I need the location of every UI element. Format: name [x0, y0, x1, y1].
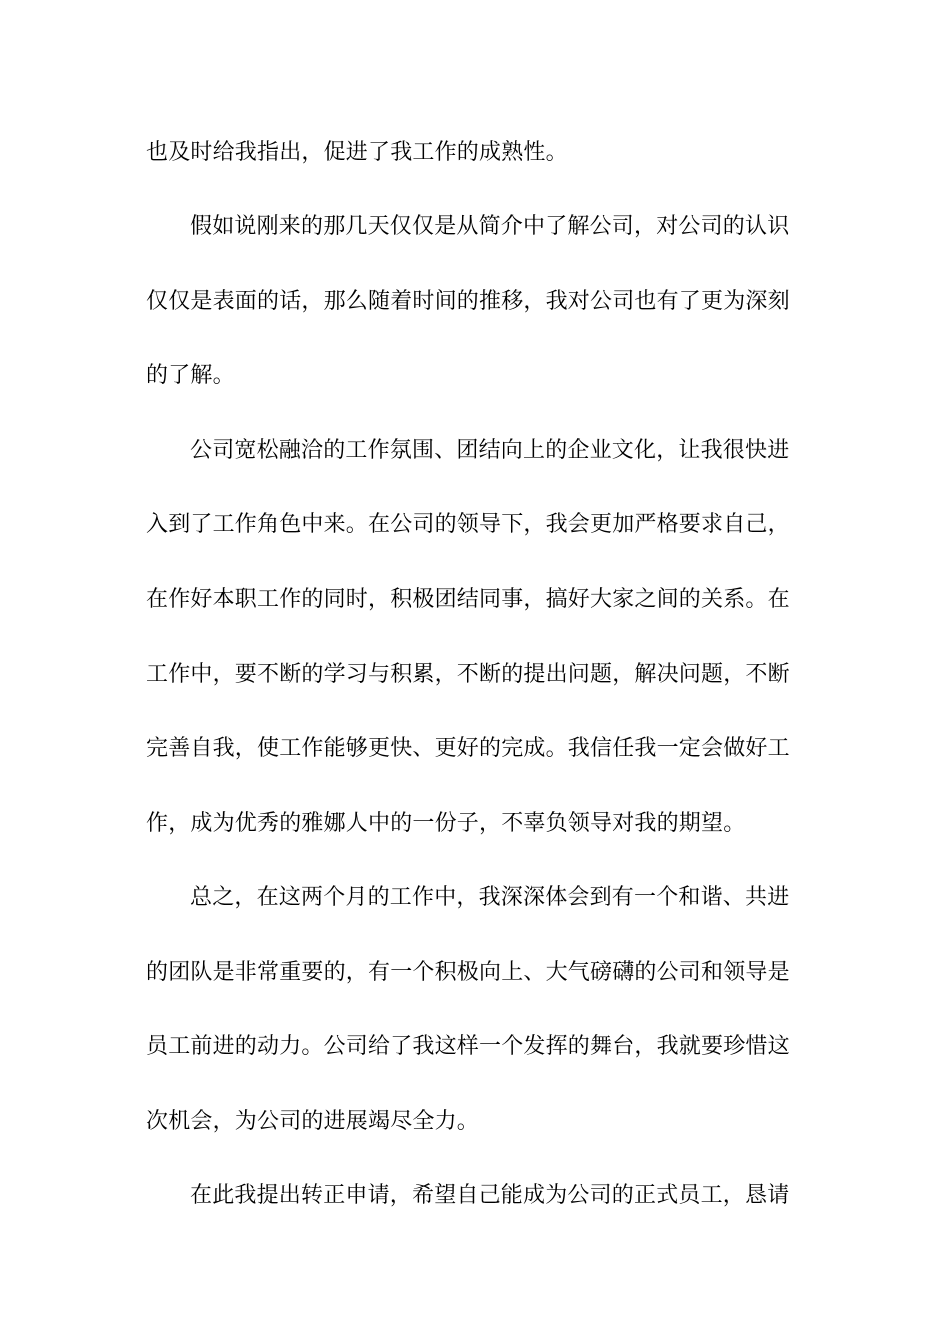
text-line: 在作好本职工作的同时，积极团结同事，搞好大家之间的关系。在 — [146, 587, 790, 612]
text-line: 的团队是非常重要的，有一个积极向上、大气磅礴的公司和领导是 — [146, 960, 790, 985]
text-line: 仅仅是表面的话，那么随着时间的推移，我对公司也有了更为深刻 — [146, 289, 790, 314]
text-line: 完善自我，使工作能够更快、更好的完成。我信任我一定会做好工 — [146, 736, 790, 761]
text-line: 员工前进的动力。公司给了我这样一个发挥的舞台，我就要珍惜这 — [146, 1034, 790, 1059]
text-line: 的了解。 — [146, 363, 235, 388]
paragraph-first-line: 公司宽松融洽的工作氛围、团结向上的企业文化，让我很快进 — [190, 438, 790, 463]
text-line: 作，成为优秀的雅娜人中的一份子，不辜负领导对我的期望。 — [146, 811, 746, 836]
paragraph-first-line: 假如说刚来的那几天仅仅是从简介中了解公司，对公司的认识 — [190, 214, 790, 239]
text-line: 工作中，要不断的学习与积累，不断的提出问题，解决问题，不断 — [146, 662, 790, 687]
text-line: 次机会，为公司的进展竭尽全力。 — [146, 1109, 480, 1134]
paragraph-first-line: 总之，在这两个月的工作中，我深深体会到有一个和谐、共进 — [190, 885, 790, 910]
text-line: 入到了工作角色中来。在公司的领导下，我会更加严格要求自己， — [146, 512, 790, 537]
text-line: 也及时给我指出，促进了我工作的成熟性。 — [146, 140, 568, 165]
paragraph-first-line: 在此我提出转正申请，希望自己能成为公司的正式员工，恳请 — [190, 1183, 790, 1208]
